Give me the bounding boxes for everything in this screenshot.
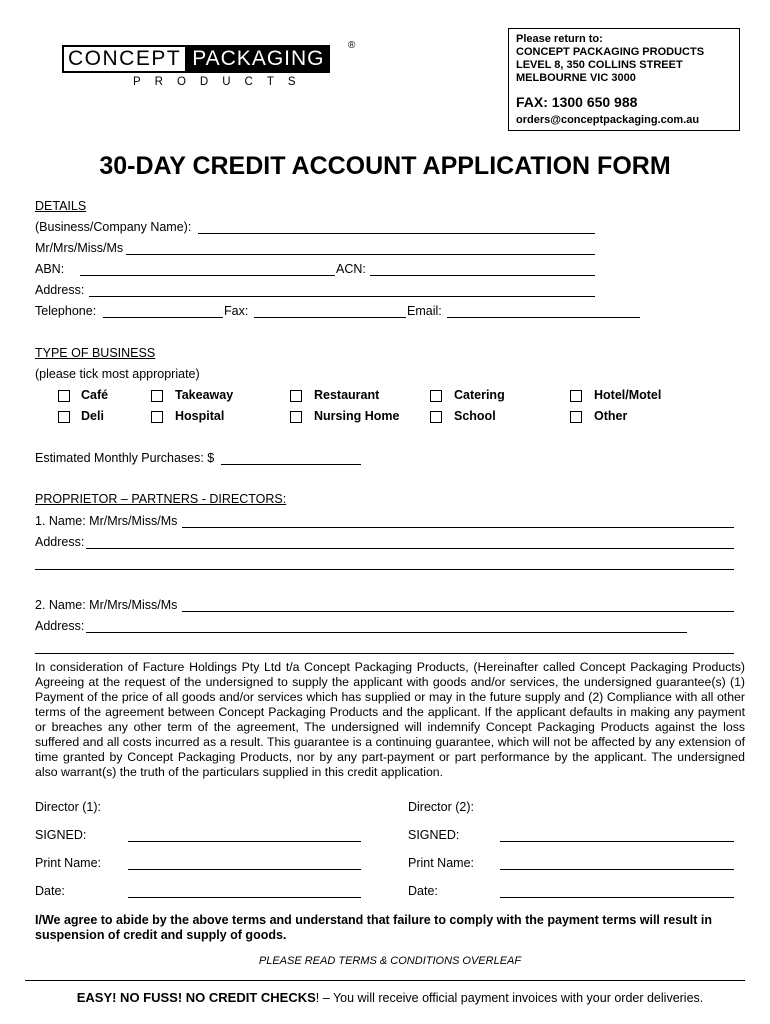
director2-date-field[interactable] xyxy=(500,897,734,898)
checkbox-label-hotel-motel: Hotel/Motel xyxy=(594,388,662,402)
fax-field[interactable] xyxy=(254,317,406,318)
proprietor2-address-label: Address: xyxy=(35,619,85,633)
checkbox-other[interactable] xyxy=(570,411,582,423)
footer-divider xyxy=(25,980,745,981)
contact-name-label: Mr/Mrs/Miss/Ms xyxy=(35,241,124,255)
email-label: Email: xyxy=(407,304,442,318)
checkbox-label-deli: Deli xyxy=(81,409,104,423)
director1-date-label: Date: xyxy=(35,884,65,898)
checkbox-label-school: School xyxy=(454,409,496,423)
address-field[interactable] xyxy=(89,296,595,297)
checkbox-label-nursing-home: Nursing Home xyxy=(314,409,400,423)
checkbox-hotel-motel[interactable] xyxy=(570,390,582,402)
return-line-3: MELBOURNE VIC 3000 xyxy=(516,72,636,84)
proprietor2-name-field[interactable] xyxy=(182,611,734,612)
registered-mark: ® xyxy=(348,40,356,51)
footer-bold-text: EASY! NO FUSS! NO CREDIT CHECKS xyxy=(76,990,316,1005)
abn-field[interactable] xyxy=(80,275,335,276)
checkbox-hospital[interactable] xyxy=(151,411,163,423)
proprietor1-address-field[interactable] xyxy=(86,548,734,549)
fax-label: Fax: xyxy=(224,304,249,318)
director2-label: Director (2): xyxy=(408,800,474,814)
proprietor1-address-label: Address: xyxy=(35,535,85,549)
return-line-1: CONCEPT PACKAGING PRODUCTS xyxy=(516,46,705,58)
estimated-purchases-field[interactable] xyxy=(221,464,361,465)
checkbox-deli[interactable] xyxy=(58,411,70,423)
director1-label: Director (1): xyxy=(35,800,101,814)
terms-overleaf-note: PLEASE READ TERMS & CONDITIONS OVERLEAF xyxy=(258,955,522,967)
business-name-field[interactable] xyxy=(198,233,595,234)
return-fax: FAX: 1300 650 988 xyxy=(516,94,638,110)
footer-message xyxy=(0,990,770,1005)
footer-rest-text: ! – You will receive official payment invoices with your order deliveries. xyxy=(315,991,704,1005)
logo-word-concept: CONCEPT xyxy=(62,45,187,73)
logo-word-packaging: PACKAGING xyxy=(187,45,329,73)
checkbox-school[interactable] xyxy=(430,411,442,423)
form-title: 30-DAY CREDIT ACCOUNT APPLICATION FORM xyxy=(99,152,671,180)
proprietor2-name-label: 2. Name: Mr/Mrs/Miss/Ms xyxy=(35,598,178,612)
checkbox-catering[interactable] xyxy=(430,390,442,402)
director1-signed-label: SIGNED: xyxy=(35,828,87,842)
checkbox-nursing-home[interactable] xyxy=(290,411,302,423)
telephone-field[interactable] xyxy=(103,317,223,318)
details-heading: DETAILS xyxy=(35,199,87,213)
address-label: Address: xyxy=(35,283,85,297)
acn-label: ACN: xyxy=(336,262,366,276)
contact-name-field[interactable] xyxy=(126,254,595,255)
business-type-instruction: (please tick most appropriate) xyxy=(35,367,200,381)
checkbox-takeaway[interactable] xyxy=(151,390,163,402)
proprietor1-name-label: 1. Name: Mr/Mrs/Miss/Ms xyxy=(35,514,178,528)
director1-print-name-label: Print Name: xyxy=(35,856,101,870)
proprietor1-address-field-2[interactable] xyxy=(35,569,734,570)
return-line-2: LEVEL 8, 350 COLLINS STREET xyxy=(516,59,683,71)
proprietor2-address-field-2[interactable] xyxy=(35,653,734,654)
estimated-purchases-label: Estimated Monthly Purchases: $ xyxy=(35,451,215,465)
checkbox-label-restaurant: Restaurant xyxy=(314,388,380,402)
proprietor1-name-field[interactable] xyxy=(182,527,734,528)
checkbox-label-hospital: Hospital xyxy=(175,409,225,423)
director2-print-name-label: Print Name: xyxy=(408,856,474,870)
checkbox-label-cafe: Café xyxy=(81,388,109,402)
telephone-label: Telephone: xyxy=(35,304,97,318)
proprietor-heading: PROPRIETOR – PARTNERS - DIRECTORS: xyxy=(35,492,287,506)
director1-date-field[interactable] xyxy=(128,897,361,898)
checkbox-label-takeaway: Takeaway xyxy=(175,388,234,402)
checkbox-label-catering: Catering xyxy=(454,388,505,402)
checkbox-cafe[interactable] xyxy=(58,390,70,402)
director1-print-name-field[interactable] xyxy=(128,869,361,870)
agreement-statement: I/We agree to abide by the above terms and understand that failure to comply with the payment terms will result in suspension of credit and supply of goods. xyxy=(35,913,712,942)
director2-print-name-field[interactable] xyxy=(500,869,734,870)
checkbox-restaurant[interactable] xyxy=(290,390,302,402)
director2-signature-field[interactable] xyxy=(500,841,734,842)
return-address-box xyxy=(508,28,740,131)
return-heading: Please return to: xyxy=(516,33,603,45)
logo-subtitle: PRODUCTS xyxy=(133,76,310,88)
business-name-label: (Business/Company Name): xyxy=(35,220,192,234)
guarantee-paragraph: In consideration of Facture Holdings Pty Ltd t/a Concept Packaging Products, (Hereinafter called Concept Packaging Products) Agreeing at the request of the undersigned to supply the applicant with goods and/or services, the undersigned guarantee(s) (1) Payment of the price of all goods and/or services which has supplied or may in the future supply and (2) Compliance with all other terms of the agreement between Concept Packaging Products and the applicant. If the applicant defaults in making any payment or breaches any other term of the agreement, The undersigned will indemnify Concept Packaging Products against the loss suffered and all costs incurred as a result. This guarantee is a continuing guarantee, which will not be affected by any extension of time granted by Concept Packaging Products, nor by any part-payment or part performance by the applicant. The undersigned also warrant(s) the truth of the particulars supplied in this credit application. xyxy=(35,660,745,779)
director1-signature-field[interactable] xyxy=(128,841,361,842)
checkbox-label-other: Other xyxy=(594,409,628,423)
company-logo xyxy=(62,45,330,73)
email-field[interactable] xyxy=(447,317,640,318)
director2-date-label: Date: xyxy=(408,884,438,898)
director2-signed-label: SIGNED: xyxy=(408,828,460,842)
return-email: orders@conceptpackaging.com.au xyxy=(516,114,700,126)
abn-label: ABN: xyxy=(35,262,65,276)
proprietor2-address-field[interactable] xyxy=(86,632,687,633)
business-type-heading: TYPE OF BUSINESS xyxy=(35,346,156,360)
acn-field[interactable] xyxy=(370,275,595,276)
